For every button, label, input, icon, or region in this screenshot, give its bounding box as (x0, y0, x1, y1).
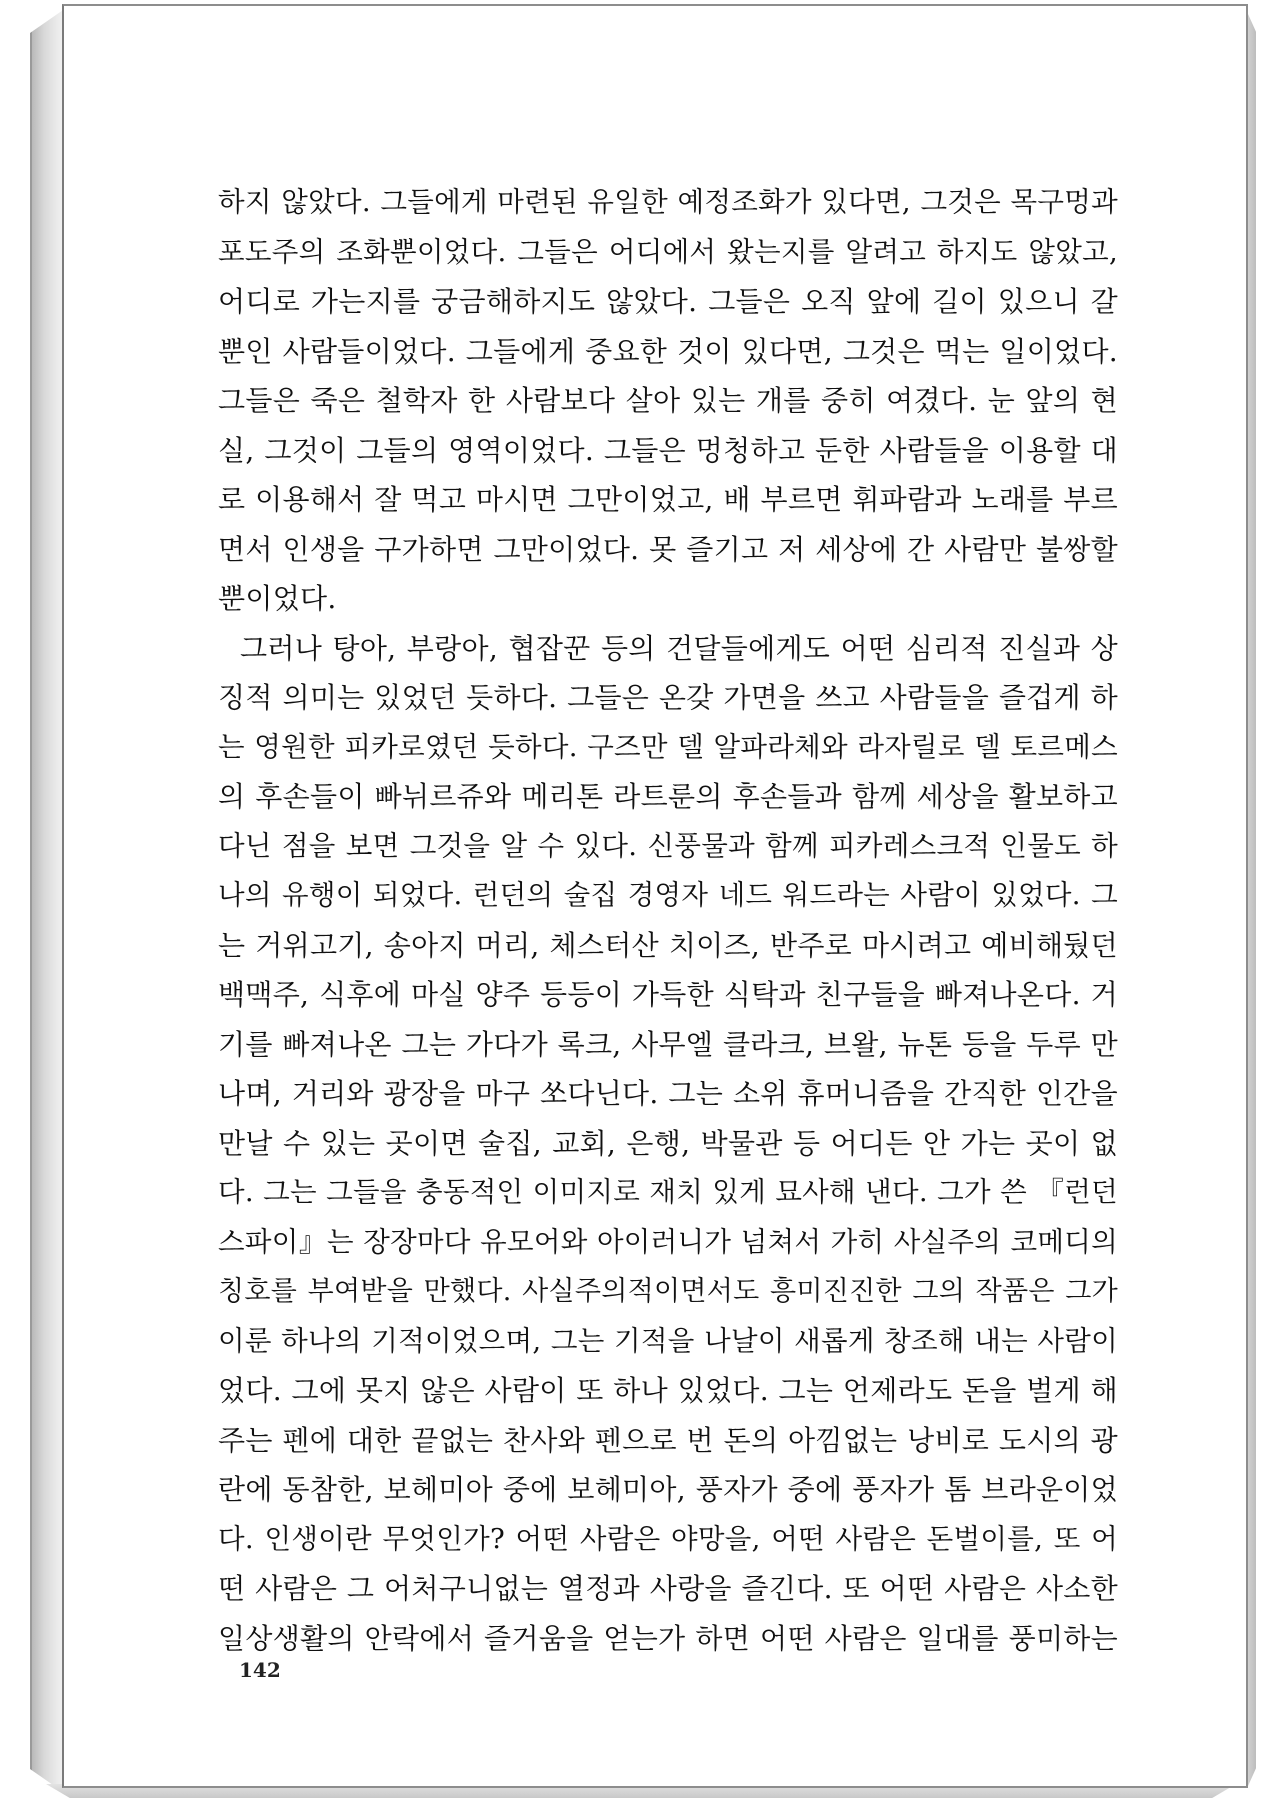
text-line: 기를 빠져나온 그는 가다가 록크, 사무엘 클라크, 브왈, 뉴톤 등을 두루 만 (218, 1027, 1118, 1061)
text-line: 백맥주, 식후에 마실 양주 등등이 가득한 식탁과 친구들을 빠져나온다. 거 (218, 978, 1118, 1011)
book-page (62, 4, 1248, 1788)
text-line: 로 이용해서 잘 먹고 마시면 그만이었고, 배 부르면 휘파람과 노래를 부르 (218, 483, 1118, 516)
text-line: 란에 동참한, 보헤미아 중에 보헤미아, 풍자가 중에 풍자가 톰 브라운이었 (218, 1473, 1118, 1506)
text-line: 는 거위고기, 송아지 머리, 체스터산 치이즈, 반주로 마시려고 예비해뒀던 (218, 928, 1118, 962)
text-line: 그러나 탕아, 부랑아, 협잡꾼 등의 건달들에게도 어떤 심리적 진실과 상 (240, 631, 1118, 665)
text-line: 만날 수 있는 곳이면 술집, 교회, 은행, 박물관 등 어디든 안 가는 곳이 없 (218, 1126, 1118, 1160)
text-line: 주는 펜에 대한 끝없는 찬사와 펜으로 번 돈의 아낌없는 낭비로 도시의 광 (218, 1423, 1118, 1457)
text-line: 그들은 죽은 철학자 한 사람보다 살아 있는 개를 중히 여겼다. 눈 앞의 현 (218, 384, 1118, 417)
text-line: 하지 않았다. 그들에게 마련된 유일한 예정조화가 있다면, 그것은 목구멍과 (218, 186, 1118, 218)
text-line: 다닌 점을 보면 그것을 알 수 있다. 신풍물과 함께 피카레스크적 인물도 하 (218, 829, 1118, 862)
body-text (218, 178, 1118, 1663)
text-line: 다. 인생이란 무엇인가? 어떤 사람은 야망을, 어떤 사람은 돈벌이를, 또 어 (218, 1522, 1118, 1555)
text-line: 스파이』는 장장마다 유모어와 아이러니가 넘쳐서 가히 사실주의 코메디의 (218, 1225, 1118, 1258)
text-line: 나의 유행이 되었다. 런던의 술집 경영자 네드 워드라는 사람이 있었다. 그 (218, 879, 1118, 911)
text-line: 어디로 가는지를 궁금해하지도 않았다. 그들은 오직 앞에 길이 있으니 갈 (218, 285, 1118, 318)
text-line: 나며, 거리와 광장을 마구 쏘다닌다. 그는 소위 휴머니즘을 간직한 인간을 (218, 1077, 1118, 1110)
book-right-edge (1248, 14, 1256, 1786)
page-number: 142 (239, 1658, 281, 1682)
text-line: 포도주의 조화뿐이었다. 그들은 어디에서 왔는지를 알려고 하지도 않았고, (218, 235, 1118, 268)
text-line: 다. 그는 그들을 충동적인 이미지로 재치 있게 묘사해 낸다. 그가 쓴 『런던 (218, 1176, 1118, 1208)
text-line: 뿐이었다. (218, 582, 337, 615)
text-line: 징적 의미는 있었던 듯하다. 그들은 온갖 가면을 쓰고 사람들을 즐겁게 하 (218, 681, 1118, 714)
text-line: 면서 인생을 구가하면 그만이었다. 못 즐기고 저 세상에 간 사람만 불쌍할 (218, 532, 1118, 566)
text-line: 일상생활의 안락에서 즐거움을 얻는가 하면 어떤 사람은 일대를 풍미하는 (218, 1621, 1118, 1655)
text-line: 의 후손들이 빠뉘르쥬와 메리톤 라트룬의 후손들과 함께 세상을 활보하고 (218, 780, 1118, 813)
text-line: 실, 그것이 그들의 영역이었다. 그들은 멍청하고 둔한 사람들을 이용할 대 (218, 433, 1118, 467)
text-line: 는 영원한 피카로였던 듯하다. 구즈만 델 알파라체와 라자릴로 델 토르메스 (218, 730, 1118, 763)
book-spine-edge (30, 8, 66, 1794)
text-line: 이룬 하나의 기적이었으며, 그는 기적을 나날이 새롭게 창조해 내는 사람이 (218, 1324, 1118, 1357)
text-line: 뿐인 사람들이었다. 그들에게 중요한 것이 있다면, 그것은 먹는 일이었다. (218, 334, 1118, 368)
text-line: 떤 사람은 그 어처구니없는 열정과 사랑을 즐긴다. 또 어떤 사람은 사소한 (218, 1572, 1118, 1605)
text-line: 칭호를 부여받을 만했다. 사실주의적이면서도 흥미진진한 그의 작품은 그가 (218, 1276, 1118, 1307)
text-line: 었다. 그에 못지 않은 사람이 또 하나 있었다. 그는 언제라도 돈을 벌게 해 (218, 1374, 1118, 1407)
